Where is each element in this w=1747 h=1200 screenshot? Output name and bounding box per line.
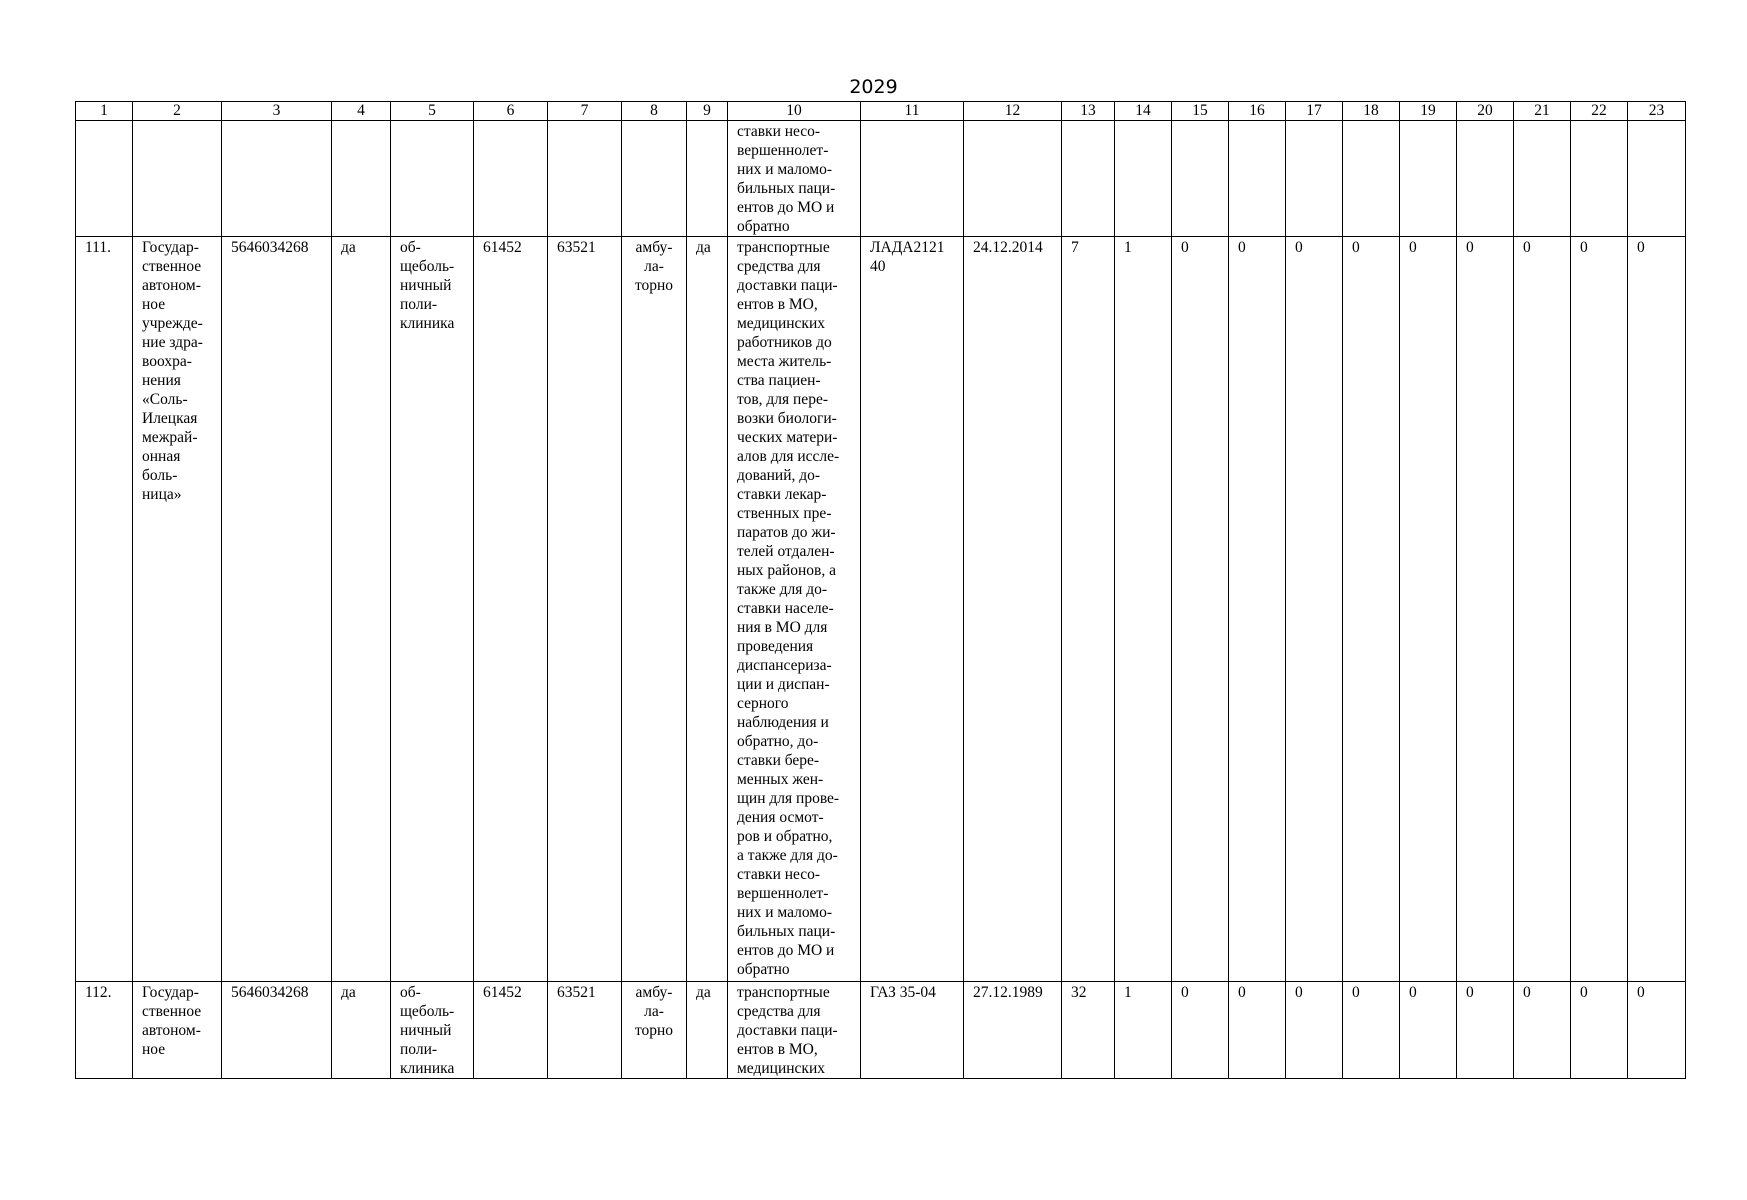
col-header-17: 17 xyxy=(1286,102,1343,121)
col-header-8: 8 xyxy=(622,102,687,121)
cell-col14: 1 xyxy=(1115,982,1172,1079)
cell-col21: 0 xyxy=(1514,982,1571,1079)
cell-organization xyxy=(133,121,222,237)
cell-col23: 0 xyxy=(1628,982,1686,1079)
cell-col18: 0 xyxy=(1343,237,1400,982)
cell-date: 27.12.1989 xyxy=(964,982,1062,1079)
cell-col17: 0 xyxy=(1286,982,1343,1079)
cell-col20 xyxy=(1457,121,1514,237)
col-header-23: 23 xyxy=(1628,102,1686,121)
cell-unit-type xyxy=(391,121,474,237)
cell-col7 xyxy=(548,121,622,237)
vehicle-registry-table xyxy=(75,101,1686,1079)
cell-care-type xyxy=(622,121,687,237)
cell-col17 xyxy=(1286,121,1343,237)
col-header-4: 4 xyxy=(332,102,391,121)
col-header-14: 14 xyxy=(1115,102,1172,121)
cell-inn: 5646034268 xyxy=(222,982,332,1079)
cell-col4 xyxy=(332,121,391,237)
cell-col23: 0 xyxy=(1628,237,1686,982)
cell-vehicle-model xyxy=(861,121,964,237)
table-row-111 xyxy=(76,237,1686,982)
col-header-21: 21 xyxy=(1514,102,1571,121)
col-header-20: 20 xyxy=(1457,102,1514,121)
cell-col6: 61452 xyxy=(474,982,548,1079)
col-header-13: 13 xyxy=(1062,102,1115,121)
cell-vehicle-model: ЛАДА2121 40 xyxy=(861,237,964,982)
cell-number: 111. xyxy=(76,237,133,982)
cell-unit-type: об- щеболь- ничный поли- клиника xyxy=(391,237,474,982)
cell-col9: да xyxy=(687,237,728,982)
col-header-19: 19 xyxy=(1400,102,1457,121)
cell-col22: 0 xyxy=(1571,237,1628,982)
cell-col22: 0 xyxy=(1571,982,1628,1079)
cell-col15: 0 xyxy=(1172,237,1229,982)
cell-col6 xyxy=(474,121,548,237)
table-row-continuation xyxy=(76,121,1686,237)
cell-col13: 32 xyxy=(1062,982,1115,1079)
col-header-1: 1 xyxy=(76,102,133,121)
col-header-18: 18 xyxy=(1343,102,1400,121)
cell-col16: 0 xyxy=(1229,982,1286,1079)
cell-col21: 0 xyxy=(1514,237,1571,982)
col-header-10: 10 xyxy=(728,102,861,121)
cell-col6: 61452 xyxy=(474,237,548,982)
cell-col4: да xyxy=(332,982,391,1079)
cell-col23 xyxy=(1628,121,1686,237)
table-row-112 xyxy=(76,982,1686,1079)
cell-col16: 0 xyxy=(1229,237,1286,982)
cell-col19: 0 xyxy=(1400,982,1457,1079)
cell-care-type: амбу- ла- торно xyxy=(622,237,687,982)
page-number: 2029 xyxy=(849,76,898,98)
cell-organization: Государ- ственное автоном- ное xyxy=(133,982,222,1079)
cell-col19 xyxy=(1400,121,1457,237)
cell-number xyxy=(76,121,133,237)
col-header-12: 12 xyxy=(964,102,1062,121)
cell-organization: Государ- ственное автоном- ное учрежде- ние здра- воохра- нения «Соль- Илецкая межрай- онная боль- ница» xyxy=(133,237,222,982)
cell-care-type: амбу- ла- торно xyxy=(622,982,687,1079)
cell-number: 112. xyxy=(76,982,133,1079)
cell-col18 xyxy=(1343,121,1400,237)
cell-col20: 0 xyxy=(1457,982,1514,1079)
cell-purpose: транспортные средства для доставки паци- ентов в МО, медицинских xyxy=(728,982,861,1079)
col-header-7: 7 xyxy=(548,102,622,121)
col-header-2: 2 xyxy=(133,102,222,121)
cell-col14: 1 xyxy=(1115,237,1172,982)
cell-col15 xyxy=(1172,121,1229,237)
cell-date xyxy=(964,121,1062,237)
col-header-6: 6 xyxy=(474,102,548,121)
cell-unit-type: об- щеболь- ничный поли- клиника xyxy=(391,982,474,1079)
cell-vehicle-model: ГАЗ 35-04 xyxy=(861,982,964,1079)
cell-col19: 0 xyxy=(1400,237,1457,982)
cell-col4: да xyxy=(332,237,391,982)
cell-inn: 5646034268 xyxy=(222,237,332,982)
cell-col9 xyxy=(687,121,728,237)
cell-col9: да xyxy=(687,982,728,1079)
cell-col18: 0 xyxy=(1343,982,1400,1079)
cell-col15: 0 xyxy=(1172,982,1229,1079)
cell-col14 xyxy=(1115,121,1172,237)
cell-purpose: транспортные средства для доставки паци- ентов в МО, медицинских работников до места житель- ства пациен- тов, для пере- возки биологи- ческих матери- алов для иссле- дований, до- ставки лекар- ственных пре- паратов до жи- телей отдален- ных районов, а также для до- ставки населе- ния в МО для проведения диспансериза- ции и диспан- серного наблюдения и обратно, до- ставки бере- менных жен- щин для прове- дения осмот- ров и обратно, а также для до- ставки несо- вершеннолет- них и маломо- бильных паци- ентов до МО и обратно xyxy=(728,237,861,982)
column-number-header-row xyxy=(76,102,1686,121)
col-header-11: 11 xyxy=(861,102,964,121)
cell-purpose: ставки несо- вершеннолет- них и маломо- бильных паци- ентов до МО и обратно xyxy=(728,121,861,237)
cell-inn xyxy=(222,121,332,237)
cell-col7: 63521 xyxy=(548,982,622,1079)
cell-col16 xyxy=(1229,121,1286,237)
col-header-9: 9 xyxy=(687,102,728,121)
col-header-15: 15 xyxy=(1172,102,1229,121)
col-header-3: 3 xyxy=(222,102,332,121)
cell-col13: 7 xyxy=(1062,237,1115,982)
col-header-22: 22 xyxy=(1571,102,1628,121)
col-header-5: 5 xyxy=(391,102,474,121)
col-header-16: 16 xyxy=(1229,102,1286,121)
cell-col17: 0 xyxy=(1286,237,1343,982)
cell-col7: 63521 xyxy=(548,237,622,982)
cell-col22 xyxy=(1571,121,1628,237)
cell-col13 xyxy=(1062,121,1115,237)
cell-col21 xyxy=(1514,121,1571,237)
cell-col20: 0 xyxy=(1457,237,1514,982)
cell-date: 24.12.2014 xyxy=(964,237,1062,982)
